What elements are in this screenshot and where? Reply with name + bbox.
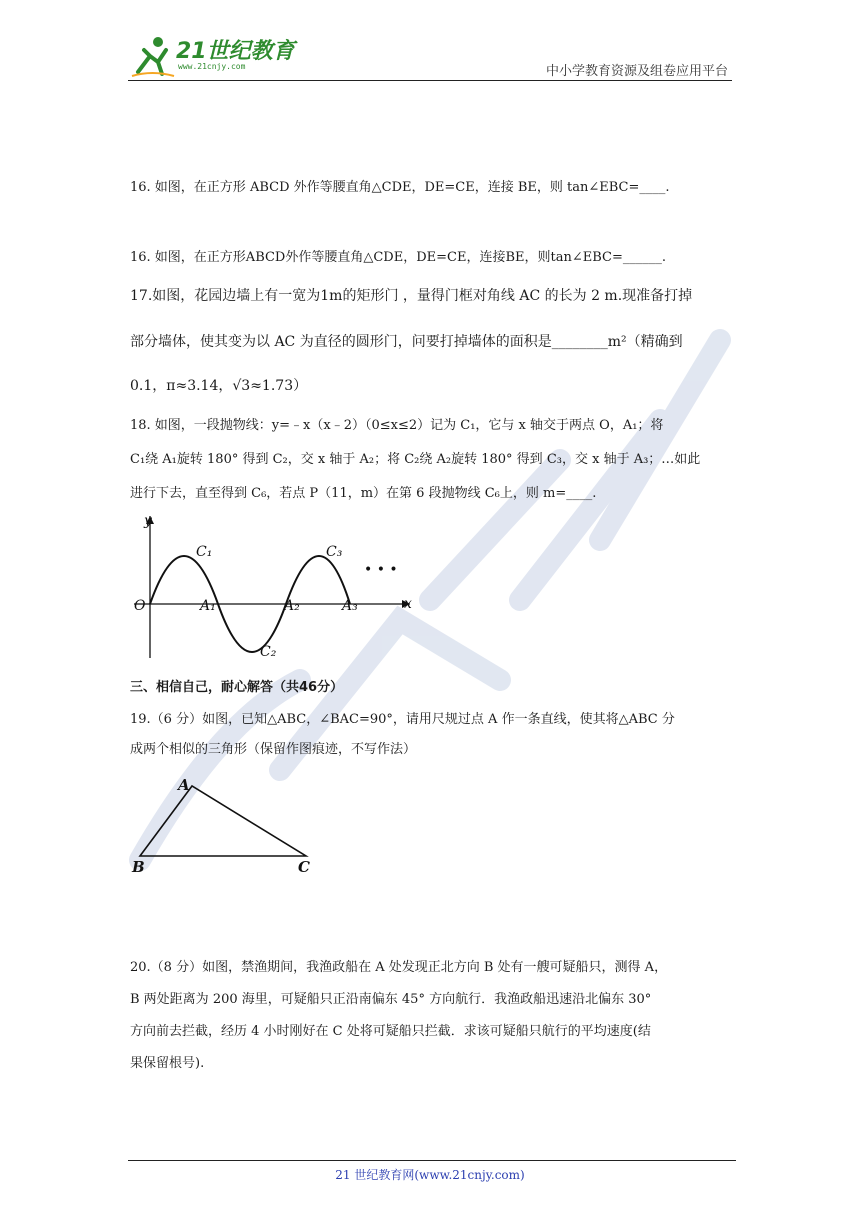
label-c2: C₂ <box>260 644 277 660</box>
parabola-graph <box>128 512 418 662</box>
question-18-line1: 18. 如图，一段抛物线：y=﹣x（x﹣2）（0≤x≤2）记为 C₁，它与 x 轴交于两点 O，A₁；将 <box>130 418 664 433</box>
header-divider <box>128 80 732 81</box>
question-19-line1: 19.（6 分）如图，已知△ABC，∠BAC=90°，请用尺规过点 A 作一条直线，使其将△ABC 分 <box>130 712 675 727</box>
question-17-line3: 0.1，π≈3.14，√3≈1.73） <box>130 378 308 394</box>
question-17-line2: 部分墙体，使其变为以 AC 为直径的圆形门，问要打掉墙体的面积是________m²（精确到 <box>130 334 683 350</box>
triangle-abc <box>140 786 306 856</box>
label-a2: A₂ <box>284 598 300 614</box>
label-a3: A₃ <box>342 598 358 614</box>
logo-url: www.21cnjy.com <box>178 62 246 71</box>
triangle-figure <box>128 772 328 882</box>
x-axis-label: x <box>404 596 412 612</box>
section-3-heading: 三、相信自己，耐心解答（共46分） <box>130 680 344 695</box>
logo-text: 21世纪教育 <box>176 39 295 64</box>
question-16-first: 16. 如图，在正方形 ABCD 外作等腰直角△CDE，DE=CE，连接 BE，则 tan∠EBC=____. <box>130 180 670 195</box>
footer-link[interactable]: 21 世纪教育网(www.21cnjy.com) <box>335 1168 525 1182</box>
header-tagline: 中小学教育资源及组卷应用平台 <box>545 64 728 79</box>
label-c3: C₃ <box>326 544 343 560</box>
question-20-line2: B 两处距离为 200 海里，可疑船只正沿南偏东 45° 方向航行．我渔政船迅速沿北偏东 30° <box>130 992 652 1007</box>
question-20-line3: 方向前去拦截，经历 4 小时刚好在 C 处将可疑船只拦截．求该可疑船只航行的平均速度(结 <box>130 1024 651 1039</box>
question-18-line2: C₁绕 A₁旋转 180° 得到 C₂，交 x 轴于 A₂；将 C₂绕 A₂旋转 180° 得到 C₃，交 x 轴于 A₃；…如此 <box>130 452 701 467</box>
question-19-line2: 成两个相似的三角形（保留作图痕迹，不写作法） <box>130 742 417 757</box>
label-a1: A₁ <box>200 598 216 614</box>
question-17-line1: 17.如图，花园边墙上有一宽为1m的矩形门 ，量得门框对角线 AC 的长为 2 m.现准备打掉 <box>130 288 693 304</box>
question-18-line3: 进行下去，直至得到 C₆，若点 P（11，m）在第 6 段抛物线 C₆上，则 m=____. <box>130 486 597 501</box>
runner-icon <box>128 32 176 80</box>
origin-label: O <box>134 598 146 614</box>
vertex-b-label: B <box>132 858 145 876</box>
label-c1: C₁ <box>196 544 213 560</box>
question-20-line4: 果保留根号). <box>130 1056 205 1071</box>
footer-divider <box>128 1160 736 1161</box>
question-20-line1: 20.（8 分）如图，禁渔期间，我渔政船在 A 处发现正北方向 B 处有一艘可疑船只，测得 A， <box>130 960 668 975</box>
continuation-dots: • • • <box>364 562 398 578</box>
vertex-a-label: A <box>178 776 190 794</box>
question-16-second: 16. 如图，在正方形ABCD外作等腰直角△CDE，DE=CE，连接BE，则tan∠EBC=______. <box>130 250 666 265</box>
vertex-c-label: C <box>298 858 310 876</box>
y-axis-label: y <box>144 513 152 529</box>
